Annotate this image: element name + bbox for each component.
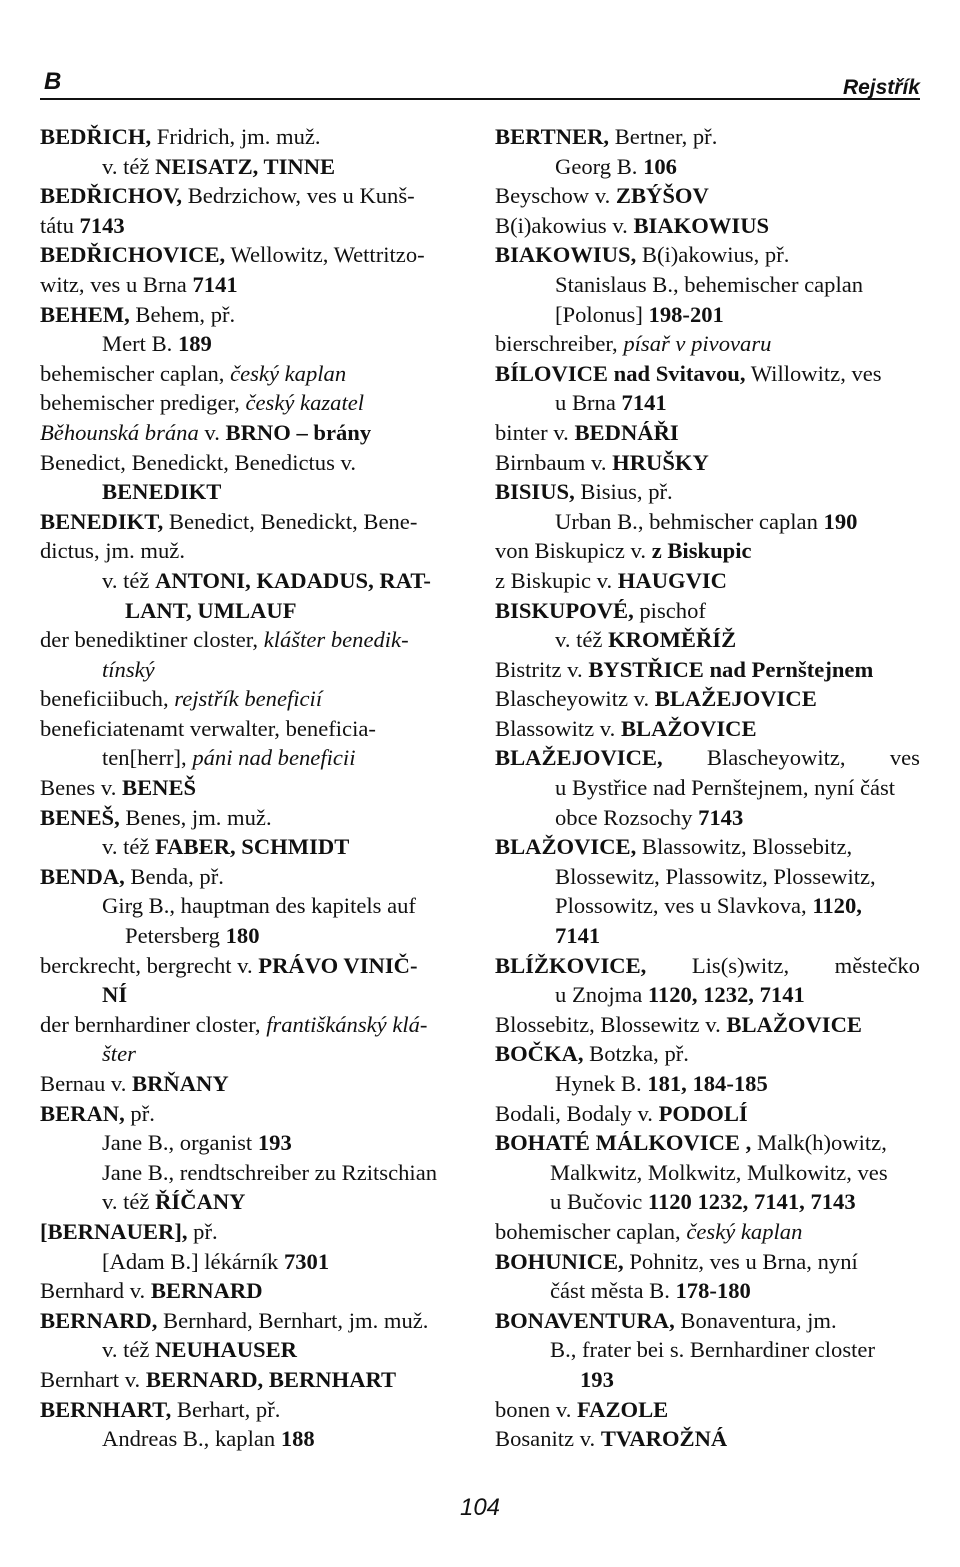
- index-text: Bertner, př.: [609, 124, 718, 149]
- index-text: Willowitz, ves: [745, 360, 882, 386]
- index-text: v. též: [102, 153, 156, 179]
- index-term: 1120, 1232, 7141: [647, 982, 805, 1008]
- index-term: 1120,: [812, 893, 862, 919]
- index-term: BOČKA,: [495, 1041, 584, 1067]
- index-line: [495, 1365, 920, 1395]
- index-term: BOHUNICE,: [495, 1248, 624, 1274]
- index-line: [495, 773, 920, 803]
- index-text: behemischer caplan,: [40, 360, 231, 386]
- index-text: Benes, jm. muž.: [119, 804, 272, 830]
- index-term: BERNHART,: [40, 1396, 172, 1422]
- index-text: [Adam B.] lékárník: [102, 1248, 284, 1274]
- index-line: [495, 388, 920, 418]
- index-term: BRŇANY: [132, 1071, 229, 1096]
- index-text: Benedict, Benedickt, Benedictus v.: [40, 449, 357, 475]
- index-text: Fridrich, jm. muž.: [151, 124, 321, 149]
- index-column-right: [495, 122, 920, 1454]
- index-text: Bernhard, Bernhart, jm. muž.: [157, 1307, 429, 1333]
- index-term: BYSTŘICE nad Pernštejnem: [588, 656, 874, 682]
- index-line: [40, 359, 465, 389]
- index-line: [40, 1306, 465, 1336]
- index-line: [40, 1424, 465, 1454]
- index-text: der bernhardiner closter,: [40, 1011, 267, 1037]
- index-term: BRNO – brány: [225, 419, 372, 445]
- index-text: behemischer prediger,: [40, 390, 246, 416]
- index-line: [40, 921, 465, 951]
- index-term: 178-180: [675, 1278, 751, 1304]
- index-translation: klášter benedik-: [263, 627, 409, 653]
- index-line: [495, 1306, 920, 1336]
- index-line: [495, 1395, 920, 1425]
- index-term: BENEŠ: [122, 775, 197, 801]
- index-line: [495, 655, 920, 685]
- index-term: BLAŽOVICE: [620, 715, 757, 741]
- index-text: Benes v.: [40, 775, 122, 801]
- index-line: [495, 832, 920, 862]
- index-line: [495, 1217, 920, 1247]
- index-term: ANTONI, KADADUS, RAT-: [155, 567, 431, 593]
- index-line: [495, 1010, 920, 1040]
- index-text: Bistritz v.: [495, 656, 589, 682]
- index-line: [40, 122, 465, 152]
- index-term: BENEDIKT,: [40, 508, 164, 534]
- index-line: [40, 1187, 465, 1217]
- index-text: [Polonus]: [555, 301, 649, 327]
- index-text: tátu: [40, 212, 80, 238]
- index-line: [40, 240, 465, 270]
- index-term: 7141: [621, 390, 667, 416]
- index-line: [40, 1039, 465, 1069]
- index-term: BEDNÁŘI: [574, 419, 679, 445]
- index-term: BONAVENTURA,: [495, 1307, 675, 1333]
- index-line: [495, 152, 920, 182]
- index-line: [495, 714, 920, 744]
- index-term: z Biskupic: [651, 538, 752, 564]
- index-term: LANT, UMLAUF: [125, 597, 297, 623]
- index-text: obce Rozsochy: [555, 804, 699, 830]
- index-text: Wellowitz, Wettritzo-: [225, 242, 425, 268]
- index-line: [40, 448, 465, 478]
- index-translation: český kaplan: [686, 1218, 803, 1244]
- index-line: [40, 980, 465, 1010]
- index-term: 106: [643, 153, 677, 179]
- index-term: BERNARD: [150, 1278, 263, 1304]
- index-text: Blossewitz, Plassowitz, Plossewitz,: [555, 863, 876, 889]
- index-translation: františkánský klá-: [266, 1011, 428, 1037]
- index-line: [40, 862, 465, 892]
- index-line: [40, 181, 465, 211]
- index-line: [40, 388, 465, 418]
- index-term: BEDŘICHOVICE,: [40, 242, 226, 268]
- index-line: [495, 270, 920, 300]
- index-text: Urban B., behmischer caplan: [555, 508, 824, 534]
- index-line: [495, 240, 920, 270]
- index-line: [495, 566, 920, 596]
- index-term: BISIUS,: [495, 479, 575, 505]
- index-text: bierschreiber,: [495, 331, 624, 357]
- index-text: B., frater bei s. Bernhardiner closter: [550, 1337, 875, 1363]
- index-term: 193: [257, 1130, 292, 1156]
- index-line: [495, 1335, 920, 1365]
- index-line: [40, 1276, 465, 1306]
- index-text: Pohnitz, ves u Brna, nyní: [623, 1248, 858, 1274]
- index-text: binter v.: [495, 419, 575, 445]
- index-line: [40, 1069, 465, 1099]
- index-term: BLAŽOVICE: [726, 1011, 862, 1037]
- index-line: [495, 1069, 920, 1099]
- index-line: [40, 951, 465, 981]
- index-term: ŘÍČANY: [155, 1189, 246, 1215]
- index-line: [495, 418, 920, 448]
- index-line: [495, 921, 920, 951]
- index-text: Bernau v.: [40, 1071, 133, 1096]
- index-term: [BERNAUER],: [40, 1218, 188, 1244]
- index-text: der benediktiner closter,: [40, 627, 264, 653]
- index-line: [495, 891, 920, 921]
- index-term: 7301: [283, 1248, 330, 1274]
- index-text: Botzka, př.: [583, 1041, 689, 1067]
- index-term: 190: [823, 508, 858, 534]
- index-term: BLAŽEJOVICE,: [495, 745, 663, 771]
- index-text: u Bystřice nad Pernštejnem, nyní část: [555, 775, 896, 801]
- index-text: Bonaventura, jm.: [674, 1307, 837, 1333]
- index-line: [40, 596, 465, 626]
- index-line: [495, 1158, 920, 1188]
- index-term: FAZOLE: [577, 1396, 669, 1422]
- index-term: 189: [177, 331, 212, 357]
- index-text: Benda, př.: [124, 863, 224, 889]
- index-line: [495, 181, 920, 211]
- index-line: [40, 1395, 465, 1425]
- index-line: [495, 300, 920, 330]
- index-line: [40, 891, 465, 921]
- index-translation: Běhounská brána: [40, 419, 199, 445]
- running-head-letter: B: [44, 68, 62, 95]
- index-line: [40, 211, 465, 241]
- index-text: Benedict, Benedickt, Bene-: [163, 508, 418, 534]
- index-term: BÍLOVICE nad Svitavou,: [495, 360, 746, 386]
- index-line: [495, 507, 920, 537]
- index-line: [40, 832, 465, 862]
- index-term: HRUŠKY: [612, 449, 709, 475]
- index-text: berckrecht, bergrecht v.: [40, 952, 259, 978]
- index-text: Bisius, př.: [574, 479, 673, 505]
- index-text: Bernhard v.: [40, 1278, 151, 1304]
- index-line: [40, 1128, 465, 1158]
- index-line: [40, 270, 465, 300]
- index-term: 193: [580, 1366, 614, 1392]
- index-text: v. též: [102, 1337, 156, 1363]
- index-line: [40, 1335, 465, 1365]
- index-term: NEISATZ, TINNE: [155, 153, 336, 179]
- index-line: [495, 448, 920, 478]
- index-text: B(i)akowius v.: [495, 212, 634, 238]
- index-line: [40, 625, 465, 655]
- index-text: Blossebitz, Blossewitz v.: [495, 1011, 727, 1037]
- index-text: von Biskupicz v.: [495, 538, 652, 564]
- index-term: BLAŽEJOVICE: [654, 686, 817, 712]
- index-text: v.: [198, 419, 226, 445]
- header-rule: [40, 98, 920, 100]
- index-line: [40, 803, 465, 833]
- index-text: pischof: [633, 597, 706, 623]
- index-text: Jane B., rendtschreiber zu Rzitschian: [102, 1159, 438, 1185]
- index-text: bonen v.: [495, 1396, 577, 1422]
- index-line: [495, 1128, 920, 1158]
- index-term: BIAKOWIUS,: [495, 242, 637, 268]
- index-translation: český kaplan: [230, 360, 347, 386]
- index-text: Berhart, př.: [171, 1396, 281, 1422]
- index-term: 180: [225, 923, 260, 949]
- index-line: [40, 1099, 465, 1129]
- index-text: př.: [124, 1100, 155, 1126]
- index-text: v. též: [102, 567, 156, 593]
- index-text: Petersberg: [125, 923, 226, 949]
- index-text: Behem, př.: [129, 301, 236, 327]
- index-text: Beyschow v.: [495, 183, 616, 209]
- running-head-title: Rejstřík: [842, 76, 920, 99]
- index-line: [40, 1217, 465, 1247]
- index-text: př.: [187, 1218, 218, 1244]
- index-text: u Brna: [555, 390, 622, 416]
- index-text: Malk(h)owitz,: [751, 1130, 887, 1156]
- index-text: Birnbaum v.: [495, 449, 613, 475]
- index-text: dictus, jm. muž.: [40, 538, 185, 564]
- index-term: 7141: [555, 923, 601, 949]
- index-text: Blascheyowitz,: [706, 745, 846, 771]
- index-term: BOHATÉ MÁLKOVICE ,: [495, 1130, 752, 1156]
- index-translation: šter: [102, 1041, 136, 1067]
- index-text: Georg B.: [555, 153, 644, 179]
- index-line: [495, 803, 920, 833]
- index-line: [40, 300, 465, 330]
- index-term: BIAKOWIUS: [633, 212, 770, 238]
- index-line: [40, 507, 465, 537]
- index-line: [495, 862, 920, 892]
- index-line: [40, 773, 465, 803]
- index-term: 181, 184-185: [647, 1071, 768, 1096]
- index-term: 7141: [192, 271, 238, 297]
- index-term: NEUHAUSER: [155, 1337, 297, 1363]
- index-line: [40, 566, 465, 596]
- index-text: Blascheyowitz v.: [495, 686, 655, 712]
- index-text: Girg B., hauptman des kapitels auf: [102, 893, 416, 919]
- index-line: [495, 122, 920, 152]
- index-text: beneficiibuch,: [40, 686, 175, 712]
- index-term: BENEŠ,: [40, 804, 120, 830]
- index-text: witz, ves u Brna: [40, 271, 193, 297]
- index-line: [495, 536, 920, 566]
- index-term: HAUGVIC: [617, 567, 728, 593]
- index-text: Hynek B.: [555, 1071, 648, 1096]
- index-line: [40, 152, 465, 182]
- index-text: ten[herr],: [102, 745, 193, 771]
- index-text: Bodali, Bodaly v.: [495, 1100, 659, 1126]
- index-term: PODOLÍ: [658, 1100, 748, 1126]
- index-column-left: [40, 122, 465, 1454]
- index-term: BISKUPOVÉ,: [495, 597, 634, 623]
- index-text: u Znojma: [555, 982, 648, 1008]
- index-term: BEDŘICH,: [40, 124, 152, 149]
- index-term: 188: [280, 1426, 315, 1452]
- index-line: [495, 743, 920, 773]
- index-text: městečko: [834, 952, 920, 978]
- index-term: BLAŽOVICE,: [495, 834, 637, 860]
- index-text: Bernhart v.: [40, 1366, 146, 1392]
- index-line: [495, 980, 920, 1010]
- index-line: [495, 1247, 920, 1277]
- index-line: [495, 1039, 920, 1069]
- index-term: BERNARD, BERNHART: [145, 1366, 397, 1392]
- index-text: beneficiatenamt verwalter, beneficia-: [40, 715, 376, 741]
- index-text: ves: [889, 745, 920, 771]
- page-number: 104: [459, 1494, 501, 1521]
- index-text: B(i)akowius, př.: [636, 242, 790, 268]
- index-text: v. též: [555, 627, 609, 653]
- index-translation: rejstřík beneficií: [174, 686, 323, 712]
- index-line: [495, 477, 920, 507]
- index-term: 1120 1232, 7141, 7143: [647, 1189, 856, 1215]
- index-line: [495, 596, 920, 626]
- index-line: [40, 1365, 465, 1395]
- index-text: Bedrzichow, ves u Kunš-: [182, 183, 415, 209]
- index-line: [495, 1276, 920, 1306]
- index-term: KROMĚŘÍŽ: [608, 627, 737, 653]
- index-text: Blassowitz v.: [495, 715, 621, 741]
- index-line: [495, 211, 920, 241]
- index-line: [40, 536, 465, 566]
- index-line: [495, 359, 920, 389]
- index-term: 7143: [79, 212, 125, 238]
- index-text: u Bučovic: [550, 1189, 648, 1215]
- index-line: [495, 625, 920, 655]
- index-text: Mert B.: [102, 331, 178, 357]
- index-term: BEHEM,: [40, 301, 130, 327]
- index-line: [40, 655, 465, 685]
- index-text: Bosanitz v.: [495, 1426, 601, 1452]
- index-text: Malkwitz, Molkwitz, Mulkowitz, ves: [550, 1159, 888, 1185]
- index-term: BLÍŽKOVICE,: [495, 952, 647, 978]
- index-text: Jane B., organist: [102, 1130, 258, 1156]
- index-term: FABER, SCHMIDT: [155, 834, 350, 860]
- index-text: Andreas B., kaplan: [102, 1426, 281, 1452]
- index-line: [495, 684, 920, 714]
- index-text: Blassowitz, Blossebitz,: [636, 834, 853, 860]
- index-line: [40, 714, 465, 744]
- index-line: [495, 951, 920, 981]
- index-text: Stanislaus B., behemischer caplan: [555, 271, 864, 297]
- index-term: PRÁVO VINIČ-: [258, 952, 418, 978]
- index-term: BENEDIKT: [102, 479, 222, 505]
- index-text: v. též: [102, 1189, 156, 1215]
- index-line: [495, 329, 920, 359]
- index-text: Lis(s)witz,: [691, 952, 790, 978]
- index-line: [495, 1187, 920, 1217]
- index-line: [40, 1010, 465, 1040]
- index-translation: písař v pivovaru: [623, 331, 772, 357]
- index-line: [495, 1099, 920, 1129]
- index-line: [495, 1424, 920, 1454]
- index-line: [40, 329, 465, 359]
- index-text: část města B.: [550, 1278, 676, 1304]
- index-term: BERTNER,: [495, 124, 610, 149]
- index-line: [40, 477, 465, 507]
- index-translation: páni nad beneficii: [192, 745, 356, 771]
- index-text: z Biskupic v.: [495, 567, 618, 593]
- index-term: 198-201: [648, 301, 724, 327]
- index-term: ZBÝŠOV: [615, 183, 709, 209]
- index-term: 7143: [698, 804, 744, 830]
- index-term: NÍ: [102, 982, 128, 1008]
- index-text: Plossowitz, ves u Slavkova,: [555, 893, 813, 919]
- index-translation: český kazatel: [245, 390, 365, 416]
- index-term: BENDA,: [40, 863, 125, 889]
- index-text: bohemischer caplan,: [495, 1218, 687, 1244]
- index-line: [40, 743, 465, 773]
- index-term: TVAROŽNÁ: [600, 1426, 728, 1452]
- index-text: v. též: [102, 834, 156, 860]
- index-line: [40, 684, 465, 714]
- index-term: BERNARD,: [40, 1307, 158, 1333]
- index-translation: tínský: [102, 656, 155, 682]
- index-line: [40, 418, 465, 448]
- index-line: [40, 1158, 465, 1188]
- index-line: [40, 1247, 465, 1277]
- index-term: BEDŘICHOV,: [40, 183, 183, 209]
- index-term: BERAN,: [40, 1100, 125, 1126]
